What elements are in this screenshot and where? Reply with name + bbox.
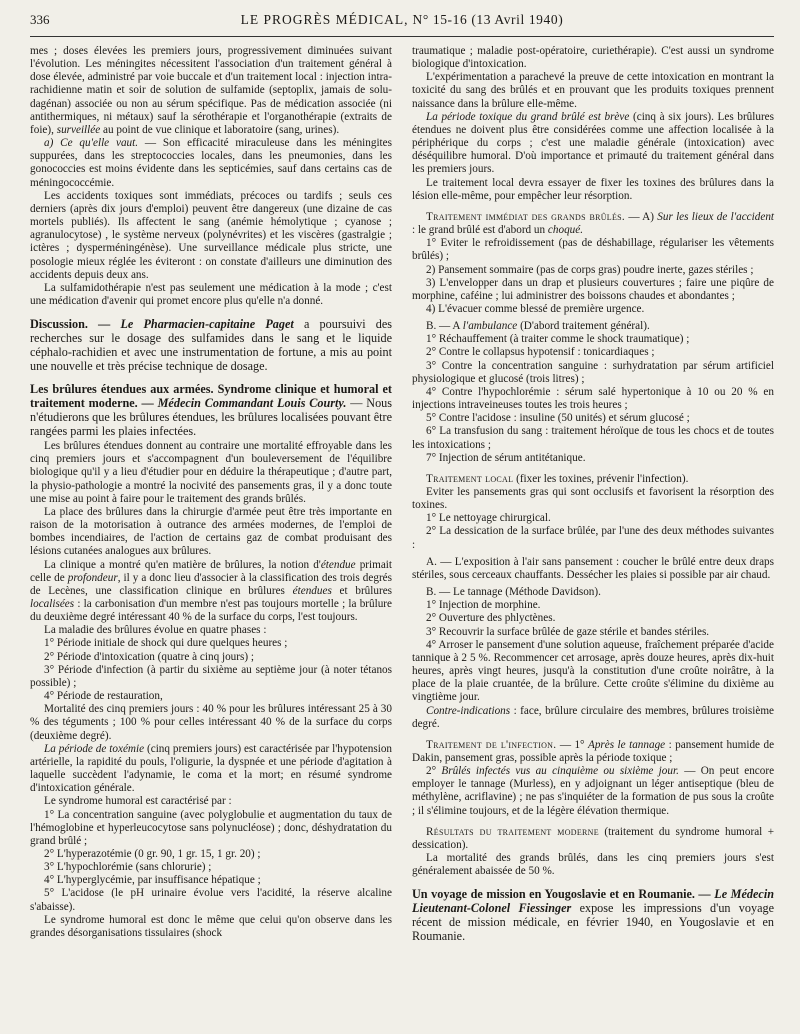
paragraph: La clinique a montré qu'en matière de brûlures, la notion d'étendue primait celle de profondeur, il y a donc lieu d'associer à la classification des trois degrés de Lecènes, une classification clinique en brûlures étendues et brûlures localisées : la carbonisation d'un membre n'est pas toujours mortelle ; la brûlure du deuxième degré intéressant 40 % de la surface du corps, l'est toujours.: [30, 558, 393, 624]
paragraph: La sulfamidothérapie n'est pas seulement une médication à la mode ; c'est une médication d'avenir qui promet encore plus qu'elle n'a donné.: [30, 281, 392, 307]
paragraph: Contre-indications : face, brûlure circulaire des membres, brûlures troisième degré.: [412, 704, 775, 730]
subsection-immediat: Traitement immédiat des grands brûlés. — A) Sur les lieux de l'accident : le grand brûlé est d'abord un choqué.: [412, 210, 775, 237]
list-item: 3° L'hypochlorémie (sans chlorurie) ;: [44, 861, 212, 874]
discussion-heading: Discussion. — Le Pharmacien-capitaine Paget a poursuivi des recherches sur le dosage des sulfamides dans le sang et le liquide céphalo-rachidien et avec une instrumentation de fortune, a mis au point une nouvelle et très précise technique de dosage.: [30, 317, 393, 374]
list-item: 1° Injection de morphine.: [426, 599, 541, 612]
right-column: [412, 45, 774, 945]
list-item: 5° L'acidose (le pH urinaire évolue vers l'acidité, la réserve alcaline s'abaisse).: [30, 887, 392, 913]
list-item: 2) Pansement sommaire (pas de corps gras) poudre inerte, gazes stériles ;: [426, 263, 754, 276]
paragraph: 2° Brûlés infectés vus au cinquième ou sixième jour. — On peut encore employer le tannage (Murless), en y adjoignant un léger antiseptique (bleu de méthylène, acriflavine) ; ne pas s'inquiéter de la formation de pus sous la croûte ; il s'élimine toujours, et de la légère élévation thermique.: [412, 765, 775, 817]
subsection-resultats: Résultats du traitement moderne (traitement du syndrome humoral + dessication).: [412, 825, 775, 851]
list-item: 4° Contre l'hypochlorémie : sérum salé hypertonique à 10 ou 20 % en injections intraveineuses toutes les trois heures ;: [412, 385, 774, 412]
list-item: 2° Période d'intoxication (quatre à cinq jours) ;: [44, 650, 254, 663]
list-item: 1° Période initiale de shock qui dure quelques heures ;: [44, 637, 288, 650]
list-item: A. — L'exposition à l'air sans pansement : coucher le brûlé entre deux draps stériles, sous cerceaux chauffants. Dessécher les plaies si possible par air chaud.: [412, 555, 774, 581]
paragraph: Le traitement local devra essayer de fixer les toxines des brûlures dans la lésion elle-même, pour empêcher leur résorption.: [412, 176, 774, 202]
list-item: 1° Réchauffement (à traiter comme le shock traumatique) ;: [426, 333, 690, 346]
list-item: 4) L'évacuer comme blessé de première urgence.: [426, 302, 645, 315]
list-item: 2° Ouverture des phlyctènes.: [426, 612, 556, 625]
list-item: 3° Contre la concentration sanguine : surhydratation par sérum artificiel physiologique et glucosé (trois litres) ;: [412, 359, 774, 385]
list-item: 4° L'hyperglycémie, par insuffisance hépatique ;: [44, 874, 261, 887]
list-item: 1° Eviter le refroidissement (pas de déshabillage, régulariser les vêtements brûlés) ;: [412, 237, 774, 263]
list-item: 3) L'envelopper dans un drap et plusieurs couvertures ; faire une piqûre de morphine, caféine ; lui administrer des boissons chaudes et abondantes ;: [412, 276, 774, 302]
paragraph: La place des brûlures dans la chirurgie d'armée peut être très importante en raison de la motorisation à outrance des armées modernes, de l'emploi de bombes incendiaires, de l'action de certains gaz de combat produisant des lésions cutanées analogues aux brûlures.: [30, 505, 392, 558]
paragraph: traumatique ; maladie post-opératoire, curiethérapie). C'est aussi un syndrome biologique d'intoxication.: [412, 45, 774, 71]
list-item: 4° Période de restauration,: [44, 690, 163, 703]
list-item: 6° La transfusion du sang : traitement héroïque de tous les chocs et de toutes les intoxications ;: [412, 425, 774, 451]
paragraph: La période toxique du grand brûlé est brève (cinq à six jours). Les brûlures étendues ne doivent plus être considérées comme une affection localisée à la périphérique du corps ; c'est une maladie générale (intoxication) avec déséquilibre humoral. D'où importance et primauté du traitement général dans les premiers jours.: [412, 110, 775, 176]
paragraph: mes ; doses élevées les premiers jours, progressivement diminuées suivant l'évolution. Les méningites nécessitent l'association d'un traitement général à dose élevée, administré par voie buccale et d'un traitement local : injection intra-rachidienne matin et soir de solution de sulfamide (septoplix, jamais de solu-dagénan) associée ou non au sérum spécifique. Pas de médication associée (ni antithermiques, ni métaux) sauf la sérothérapie et l'organothérapie (extraits de foie), surveillée au point de vue clinique et laboratoire (sang, urines).: [30, 45, 392, 136]
subsection-local: Traitement local (fixer les toxines, prévenir l'infection).: [426, 472, 689, 485]
list-item: 1° Le nettoyage chirurgical.: [426, 512, 551, 525]
list-item: 3° Recouvrir la surface brûlée de gaze stérile et bandes stériles.: [426, 625, 710, 638]
paragraph: L'expérimentation a parachevé la preuve de cette intoxication en montrant la toxicité du sang des brûlés et en prouvant que les produits toxiques prennent naissance dans la brûlure elle-même.: [412, 71, 774, 110]
journal-title: LE PROGRÈS MÉDICAL,: [240, 12, 409, 27]
running-header: [30, 12, 774, 37]
list-item: 7° Injection de sérum antitétanique.: [426, 451, 586, 464]
paragraph: Le syndrome humoral est caractérisé par :: [44, 795, 232, 808]
subsection-ambulance: B. — A l'ambulance (D'abord traitement général).: [426, 320, 650, 333]
paragraph: Mortalité des cinq premiers jours : 40 % pour les brûlures intéressant 25 à 30 % des téguments ; 100 % pour celles intéressant 40 % de la surface du corps (deuxième degré).: [30, 703, 392, 742]
paragraph: La période de toxémie (cinq premiers jours) est caractérisée par l'hypotension artérielle, la rapidité du pouls, l'oligurie, la dyspnée et une période d'agitation à laquelle succèdent l'adynamie, le coma et la mort; en résumé syndrome d'intoxication générale.: [30, 742, 393, 795]
left-column: [30, 45, 392, 945]
paragraph: La maladie des brûlures évolue en quatre phases :: [44, 624, 267, 637]
article-heading-brulures: Les brûlures étendues aux armées. Syndrome clinique et humoral et traitement moderne. — Médecin Commandant Louis Courty. — Nous n'étudierons que les brûlures étendues, les brûlures localisées pouvant être rangées parmi les plaies infectées.: [30, 382, 393, 439]
page-number: 336: [30, 12, 50, 27]
list-item: 2° Contre le collapsus hypotensif : tonicardiaques ;: [426, 346, 655, 359]
list-item: 1° La concentration sanguine (avec polyglobulie et augmentation du taux de l'hémoglobine et hyperleucocytose sans polynucléose) ; donc, déshydratation du grand brûlé ;: [30, 808, 392, 847]
article-heading-voyage: Un voyage de mission en Yougoslavie et en Roumanie. — Le Médecin Lieutenant-Colonel Fiessinger expose les impressions d'un voyage récent de mission médicale, en février 1940, en Yougoslavie et en Roumanie.: [412, 887, 774, 944]
list-item: 3° Période d'infection (à partir du sixième au septième jour (à noter tétanos possible) ;: [30, 663, 392, 689]
paragraph: La mortalité des grands brûlés, dans les cinq premiers jours s'est généralement abaissée de 50 %.: [412, 852, 774, 878]
list-item: 4° Arroser le pansement d'une solution aqueuse, fraîchement préparée d'acide tannique à 2 5 %. Recommencer cet arrosage, après douze heures, après dix-huit heures, après vingt heures, jusqu'à la constitution d'une croûte noirâtre, à la place de la plaie cruantée, de la brûlure. Cette croûte s'élimine du dixième au vingtième jour.: [412, 638, 774, 704]
issue-label: N° 15-16 (13 Avril 1940): [412, 12, 564, 27]
paragraph: Eviter les pansements gras qui sont occlusifs et favorisent la résorption des toxines.: [412, 486, 774, 512]
subsection-infection: Traitement de l'infection. — 1° Après le tannage : pansement humide de Dakin, pansement gras, possible après la période toxique ;: [412, 738, 775, 764]
paragraph: a) Ce qu'elle vaut. — Son efficacité miraculeuse dans les méningites suppurées, dans les streptococcies locales, dans les pneumonies, dans les gonococcies est moins évidente dans les septicémies, sauf dans certains cas de méningococcémie.: [30, 137, 392, 189]
list-item: B. — Le tannage (Méthode Davidson).: [426, 586, 601, 599]
two-column-body: [30, 45, 774, 945]
paragraph: Les accidents toxiques sont immédiats, précoces ou tardifs ; seuls ces derniers (après dix jours d'emploi) peuvent être dangereux (une dizaine de cas mortels publiés). Ils affectent le sang (anémie hémolytique ; cyanose ; agranulocytose) , le système nerveux (polynévrites) et les viscères (gastralgie ; ictères ; dysperméningénèse). Une surveillance médicale plus stricte, une posologie mieux réglée les éviteront : on constate d'ailleurs une diminution des accidents depuis deux ans.: [30, 189, 392, 281]
list-item: 2° La dessication de la surface brûlée, par l'une des deux méthodes suivantes :: [412, 525, 774, 551]
journal-header: [70, 12, 774, 28]
list-item: 5° Contre l'acidose : insuline (50 unités) et sérum glucosé ;: [426, 412, 690, 425]
paragraph: Le syndrome humoral est donc le même que celui qu'on observe dans les grandes désorganisations tissulaires (shock: [30, 913, 392, 939]
list-item: 2° L'hyperazotémie (0 gr. 90, 1 gr. 15, 1 gr. 20) ;: [44, 847, 261, 860]
paragraph: Les brûlures étendues donnent au contraire une mortalité effroyable dans les cinq premiers jours et s'accompagnent d'un bouleversement de l'équilibre biologique qu'il y a lieu d'étudier pour en déduire la thérapeutique ; d'autre part, la physio-pathologie a montré la nocivité des pansements gras, il y a donc toute une mise au point à faire pour le traitement des grands brûlés.: [30, 440, 392, 505]
